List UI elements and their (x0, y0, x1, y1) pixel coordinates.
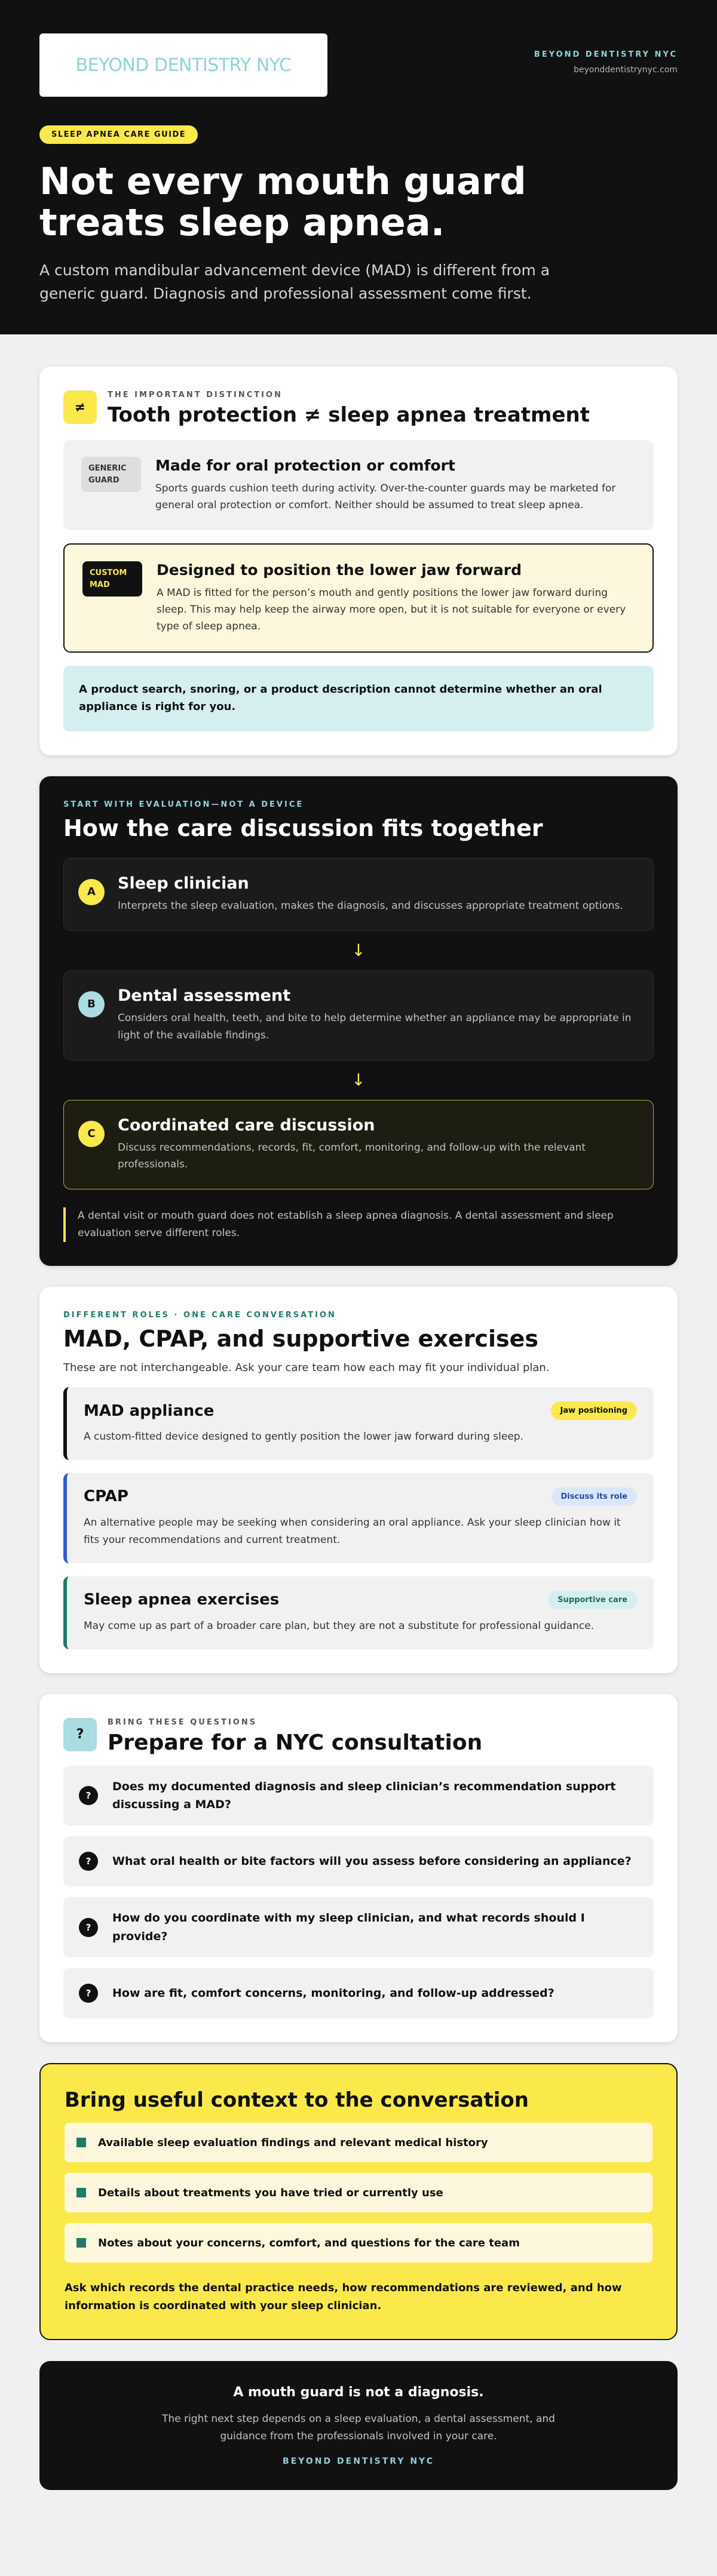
footer-title: A mouth guard is not a diagnosis. (233, 2384, 484, 2400)
step-b-title: Dental assessment (118, 986, 291, 1005)
role-cpap-pill: Discuss its role (551, 1487, 638, 1506)
context-item-text: Available sleep evaluation findings and relevant medical history (98, 2136, 488, 2149)
arrow-down-icon: ↓ (351, 1069, 366, 1090)
question-mark-icon: ? (79, 1786, 98, 1805)
brand-block (534, 50, 678, 75)
context-card (39, 2063, 678, 2340)
questions-title: Prepare for a NYC consultation (108, 1730, 483, 1755)
care-eyebrow: START WITH EVALUATION—NOT A DEVICE (63, 800, 304, 809)
distinction-eyebrow: THE IMPORTANT DISTINCTION (108, 391, 283, 399)
question-item (63, 1766, 654, 1826)
roles-card (39, 1287, 678, 1673)
step-c-badge: C (78, 1121, 105, 1147)
distinction-note: A product search, snoring, or a product description cannot determine whether an oral appliance is right for you. (63, 666, 654, 731)
question-text: How are fit, comfort concerns, monitoring, and follow-up addressed? (112, 1986, 554, 2000)
custom-mad-text: A MAD is fitted for the person’s mouth and gently positions the lower jaw forward during sleep. This may help keep the airway more open, but it is not suitable for everyone or every type of sleep apnea. (157, 587, 626, 633)
role-mad-text: A custom-fitted device designed to gently position the lower jaw forward during sleep. (84, 1431, 523, 1443)
role-cpap (63, 1473, 654, 1563)
question-mark-icon: ? (79, 1984, 98, 2003)
logo[interactable] (39, 33, 327, 97)
custom-mad-title: Designed to position the lower jaw forward (157, 561, 522, 579)
questions-heading (63, 1718, 654, 1755)
step-a-badge: A (78, 879, 105, 905)
generic-guard-row (63, 440, 654, 530)
step-sleep-clinician (63, 858, 654, 931)
step-c-title: Coordinated care discussion (118, 1115, 375, 1135)
questions-card (39, 1694, 678, 2043)
brand-name: BEYOND DENTISTRY NYC (534, 50, 678, 59)
context-title: Bring useful context to the conversation (65, 2088, 529, 2113)
question-text: How do you coordinate with my sleep clinician, and what records should I provide? (112, 1911, 585, 1943)
role-cpap-title: CPAP (84, 1487, 128, 1506)
generic-guard-tag: GENERIC GUARD (81, 457, 141, 492)
question-item (63, 1968, 654, 2018)
square-bullet-icon (76, 2238, 86, 2248)
footer-brand[interactable]: BEYOND DENTISTRY NYC (283, 2457, 434, 2467)
distinction-heading (63, 391, 654, 427)
roles-eyebrow: DIFFERENT ROLES · ONE CARE CONVERSATION (63, 1311, 336, 1320)
care-title: How the care discussion fits together (63, 814, 543, 841)
role-exercises-text: May come up as part of a broader care plan, but they are not a substitute for professional guidance. (84, 1619, 595, 1632)
question-mark-icon: ? (79, 1852, 98, 1871)
custom-mad-row (63, 543, 654, 653)
step-coordinated-care (63, 1100, 654, 1190)
context-item (65, 2223, 652, 2263)
step-a-text: Interprets the sleep evaluation, makes the diagnosis, and discusses appropriate treatment options. (118, 899, 623, 912)
care-note: A dental visit or mouth guard does not establish a sleep apnea diagnosis. A dental assessment and sleep evaluation serve different roles. (63, 1207, 654, 1242)
distinction-card (39, 367, 678, 755)
hero-header (0, 0, 717, 334)
role-mad-title: MAD appliance (84, 1401, 215, 1420)
role-exercises-pill: Supportive care (548, 1591, 637, 1609)
context-note: Ask which records the dental practice needs, how recommendations are reviewed, and how information is coordinated with your sleep clinician. (65, 2282, 622, 2312)
square-bullet-icon (76, 2138, 86, 2147)
context-item-text: Notes about your concerns, comfort, and questions for the care team (98, 2236, 520, 2249)
question-item (63, 1897, 654, 1957)
care-discussion-card (39, 776, 678, 1266)
generic-guard-text: Sports guards cushion teeth during activity. Over-the-counter guards may be marketed for general oral protection or comfort. Neither should be assumed to treat sleep apnea. (155, 482, 616, 512)
questions-eyebrow: BRING THESE QUESTIONS (108, 1717, 258, 1727)
brand-url[interactable]: beyonddentistrynyc.com (574, 65, 678, 75)
role-cpap-text: An alternative people may be seeking when considering an oral appliance. Ask your sleep clinician how it fits your recommendations and current treatment. (84, 1516, 621, 1546)
step-b-text: Considers oral health, teeth, and bite to help determine whether an appliance may be appropriate in light of the available findings. (118, 1012, 632, 1041)
roles-intro: These are not interchangeable. Ask your care team how each may fit your individual plan. (63, 1361, 550, 1375)
guide-badge: SLEEP APNEA CARE GUIDE (39, 125, 198, 144)
question-icon: ? (63, 1718, 97, 1751)
logo-text: BEYOND DENTISTRY NYC (75, 54, 292, 76)
role-mad-pill: Jaw positioning (551, 1401, 637, 1420)
question-text: Does my documented diagnosis and sleep clinician’s recommendation support discussing a MAD? (112, 1779, 616, 1812)
context-item (65, 2123, 652, 2162)
step-a-title: Sleep clinician (118, 874, 249, 893)
context-item-text: Details about treatments you have tried or currently use (98, 2186, 443, 2199)
role-exercises (63, 1576, 654, 1649)
generic-guard-title: Made for oral protection or comfort (155, 457, 455, 474)
page-title: Not every mouth guard treats sleep apnea. (39, 159, 526, 245)
footer (39, 2361, 678, 2491)
step-dental-assessment (63, 970, 654, 1060)
not-equal-icon: ≠ (63, 391, 97, 424)
custom-mad-tag: CUSTOM MAD (82, 561, 142, 597)
context-item (65, 2173, 652, 2212)
roles-title: MAD, CPAP, and supportive exercises (63, 1326, 538, 1352)
page-subtitle: A custom mandibular advancement device (MAD) is different from a generic guard. Diagnosis and professional assessment come first. (39, 261, 550, 302)
step-b-badge: B (78, 991, 105, 1018)
arrow-down-icon: ↓ (351, 940, 366, 960)
distinction-title: Tooth protection ≠ sleep apnea treatment (108, 403, 590, 427)
role-mad (63, 1387, 654, 1460)
step-c-text: Discuss recommendations, records, fit, comfort, monitoring, and follow-up with the relevant professionals. (118, 1141, 586, 1171)
footer-text: The right next step depends on a sleep evaluation, a dental assessment, and guidance from the professionals involved in your care. (162, 2412, 555, 2443)
question-text: What oral health or bite factors will you assess before considering an appliance? (112, 1855, 632, 1868)
care-steps (63, 858, 654, 1189)
square-bullet-icon (76, 2188, 86, 2197)
question-mark-icon: ? (79, 1918, 98, 1937)
question-item (63, 1836, 654, 1886)
role-exercises-title: Sleep apnea exercises (84, 1591, 280, 1609)
